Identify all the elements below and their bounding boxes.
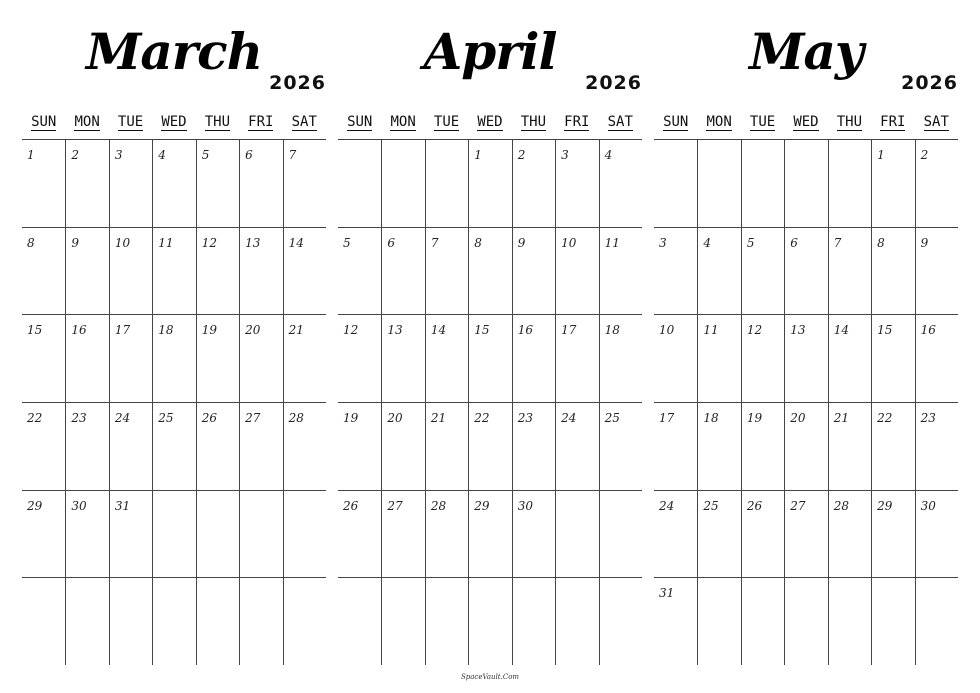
day-number: 6 <box>387 235 396 250</box>
day-cell <box>915 139 958 227</box>
day-cell <box>468 402 511 490</box>
weekday-sat: SAT <box>607 114 633 130</box>
day-cell <box>239 139 282 227</box>
day-number: 12 <box>343 323 359 338</box>
day-cell <box>828 139 871 227</box>
day-cell <box>338 577 381 665</box>
day-number: 19 <box>343 411 359 425</box>
day-cell <box>915 227 958 315</box>
day-number: 10 <box>659 323 675 338</box>
day-cell <box>599 139 642 227</box>
day-number: 7 <box>833 235 842 250</box>
day-cell <box>283 577 326 665</box>
day-cell <box>512 490 555 578</box>
day-number: 12 <box>746 323 763 338</box>
day-number: 30 <box>920 498 936 513</box>
day-number: 10 <box>561 235 577 250</box>
day-cell <box>555 402 598 490</box>
weekday-thu: THU <box>204 114 231 130</box>
month-year: 2026 <box>901 72 958 94</box>
weekday-wed: WED <box>161 114 187 130</box>
day-number: 27 <box>387 498 403 513</box>
day-cell <box>239 402 282 490</box>
day-number: 24 <box>114 411 131 425</box>
day-cell <box>555 139 598 227</box>
day-cell <box>512 227 555 315</box>
day-cell <box>65 314 108 402</box>
day-cell <box>152 139 195 227</box>
day-cell <box>283 227 326 315</box>
day-cell <box>654 402 697 490</box>
day-cell <box>784 139 827 227</box>
day-number: 20 <box>387 411 403 425</box>
day-number: 22 <box>474 411 490 425</box>
day-cell <box>697 490 740 578</box>
day-cell <box>871 490 914 578</box>
day-number: 13 <box>790 323 806 338</box>
day-cell <box>22 314 65 402</box>
day-number: 8 <box>474 235 482 250</box>
day-cell <box>741 577 784 665</box>
day-cell <box>152 402 195 490</box>
day-cell <box>741 139 784 227</box>
day-cell <box>22 139 65 227</box>
day-cell <box>741 227 784 315</box>
day-number: 17 <box>114 323 131 338</box>
day-number: 14 <box>833 323 849 338</box>
day-cell <box>196 139 239 227</box>
weekday-mon: MON <box>706 114 732 130</box>
day-cell <box>22 402 65 490</box>
day-cell <box>65 490 108 578</box>
day-cell <box>871 577 914 665</box>
day-number: 6 <box>245 148 253 162</box>
day-number: 4 <box>158 148 166 162</box>
day-number: 3 <box>659 235 667 250</box>
day-number: 3 <box>114 148 123 162</box>
weekday-fri: FRI <box>248 114 274 130</box>
day-number: 1 <box>877 148 885 162</box>
day-cell <box>425 490 468 578</box>
day-number: 2 <box>920 148 929 162</box>
day-number: 19 <box>201 323 217 338</box>
day-number: 19 <box>746 411 763 425</box>
day-number: 16 <box>920 323 936 338</box>
day-number: 26 <box>746 498 763 513</box>
day-number: 15 <box>27 323 43 338</box>
day-number: 17 <box>659 411 675 425</box>
day-cell <box>654 577 697 665</box>
day-cell <box>697 314 740 402</box>
month-title: May <box>749 22 863 81</box>
weekday-fri: FRI <box>564 114 590 130</box>
day-cell <box>109 139 152 227</box>
day-cell <box>599 314 642 402</box>
weekday-header <box>338 114 642 136</box>
day-cell <box>65 139 108 227</box>
day-cell <box>338 402 381 490</box>
day-cell <box>871 227 914 315</box>
day-number: 25 <box>604 411 620 425</box>
day-number: 29 <box>27 498 43 513</box>
day-number: 8 <box>877 235 885 250</box>
day-cell <box>381 490 424 578</box>
day-number: 11 <box>604 235 620 250</box>
day-cell <box>425 577 468 665</box>
month-may <box>654 0 958 693</box>
day-cell <box>196 490 239 578</box>
day-number: 16 <box>71 323 87 338</box>
day-number: 24 <box>659 498 675 513</box>
weekday-sat: SAT <box>291 114 317 130</box>
day-cell <box>65 577 108 665</box>
day-cell <box>109 577 152 665</box>
day-cell <box>239 227 282 315</box>
day-number: 5 <box>746 235 755 250</box>
day-number: 18 <box>158 323 174 338</box>
day-number: 21 <box>288 323 304 338</box>
day-cell <box>109 490 152 578</box>
day-number: 13 <box>387 323 403 338</box>
day-cell <box>871 139 914 227</box>
weekday-tue: TUE <box>749 114 776 130</box>
day-cell <box>425 402 468 490</box>
day-cell <box>784 402 827 490</box>
day-cell <box>555 314 598 402</box>
day-cell <box>239 577 282 665</box>
day-cell <box>152 227 195 315</box>
day-cell <box>697 577 740 665</box>
day-number: 20 <box>790 411 806 425</box>
day-cell <box>381 139 424 227</box>
day-number: 2 <box>71 148 80 162</box>
day-cell <box>425 227 468 315</box>
day-number: 15 <box>474 323 490 338</box>
day-cell <box>65 227 108 315</box>
day-number: 18 <box>604 323 620 338</box>
day-grid <box>654 139 958 665</box>
day-number: 22 <box>27 411 43 425</box>
day-number: 16 <box>517 323 533 338</box>
day-number: 5 <box>343 235 351 250</box>
day-cell <box>599 227 642 315</box>
day-cell <box>196 577 239 665</box>
day-cell <box>196 314 239 402</box>
day-cell <box>381 402 424 490</box>
day-number: 23 <box>71 411 87 425</box>
day-cell <box>555 227 598 315</box>
day-cell <box>512 314 555 402</box>
day-cell <box>741 402 784 490</box>
day-cell <box>512 139 555 227</box>
day-number: 10 <box>114 235 131 250</box>
day-cell <box>828 577 871 665</box>
day-number: 11 <box>158 235 174 250</box>
day-number: 13 <box>245 235 261 250</box>
day-cell <box>697 402 740 490</box>
weekday-mon: MON <box>74 114 100 130</box>
day-cell <box>654 490 697 578</box>
day-number: 9 <box>517 235 526 250</box>
day-cell <box>338 227 381 315</box>
day-cell <box>828 227 871 315</box>
day-number: 28 <box>430 498 447 513</box>
weekday-sun: SUN <box>663 114 689 130</box>
day-cell <box>468 314 511 402</box>
weekday-tue: TUE <box>117 114 144 130</box>
day-number: 25 <box>703 498 719 513</box>
day-number: 1 <box>474 148 482 162</box>
day-number: 4 <box>604 148 613 162</box>
day-cell <box>239 490 282 578</box>
day-cell <box>828 402 871 490</box>
day-number: 7 <box>288 148 297 162</box>
day-number: 11 <box>703 323 719 338</box>
day-number: 2 <box>517 148 526 162</box>
day-cell <box>784 314 827 402</box>
weekday-mon: MON <box>390 114 416 130</box>
day-cell <box>599 577 642 665</box>
day-number: 28 <box>288 411 304 425</box>
day-cell <box>381 577 424 665</box>
day-grid <box>338 139 642 665</box>
day-number: 8 <box>27 235 35 250</box>
day-cell <box>599 490 642 578</box>
month-march <box>22 0 326 693</box>
day-cell <box>196 227 239 315</box>
day-number: 24 <box>561 411 577 425</box>
day-cell <box>338 139 381 227</box>
day-cell <box>425 314 468 402</box>
day-cell <box>741 490 784 578</box>
day-cell <box>283 314 326 402</box>
day-cell <box>654 227 697 315</box>
day-number: 26 <box>343 498 359 513</box>
month-year: 2026 <box>269 72 326 94</box>
day-number: 18 <box>703 411 719 425</box>
day-cell <box>871 402 914 490</box>
day-number: 31 <box>114 498 131 513</box>
day-number: 31 <box>659 586 675 601</box>
day-cell <box>784 577 827 665</box>
day-number: 14 <box>430 323 447 338</box>
day-cell <box>109 314 152 402</box>
weekday-sun: SUN <box>31 114 57 130</box>
weekday-wed: WED <box>793 114 819 130</box>
month-year: 2026 <box>585 72 642 94</box>
day-cell <box>152 490 195 578</box>
day-cell <box>654 314 697 402</box>
footer-watermark: SpaceVault.Com <box>460 673 520 681</box>
weekday-fri: FRI <box>880 114 906 130</box>
weekday-header <box>22 114 326 136</box>
day-cell <box>338 314 381 402</box>
weekday-thu: THU <box>836 114 863 130</box>
day-number: 14 <box>288 235 304 250</box>
day-cell <box>555 490 598 578</box>
day-cell <box>697 227 740 315</box>
day-cell <box>915 402 958 490</box>
day-cell <box>109 227 152 315</box>
day-number: 30 <box>71 498 87 513</box>
day-number: 23 <box>517 411 533 425</box>
day-cell <box>381 314 424 402</box>
day-number: 29 <box>474 498 490 513</box>
day-cell <box>468 490 511 578</box>
day-cell <box>599 402 642 490</box>
day-number: 7 <box>430 235 439 250</box>
day-cell <box>152 314 195 402</box>
day-number: 22 <box>877 411 893 425</box>
day-cell <box>65 402 108 490</box>
day-cell <box>338 490 381 578</box>
day-cell <box>654 139 697 227</box>
day-number: 5 <box>201 148 210 162</box>
day-number: 9 <box>71 235 80 250</box>
day-cell <box>512 577 555 665</box>
day-cell <box>915 577 958 665</box>
day-cell <box>239 314 282 402</box>
day-cell <box>741 314 784 402</box>
day-number: 17 <box>561 323 577 338</box>
day-cell <box>22 490 65 578</box>
month-title: March <box>86 22 262 81</box>
day-number: 3 <box>561 148 569 162</box>
day-cell <box>784 490 827 578</box>
day-number: 21 <box>833 411 849 425</box>
day-cell <box>468 577 511 665</box>
day-number: 28 <box>833 498 849 513</box>
day-number: 25 <box>158 411 174 425</box>
weekday-thu: THU <box>520 114 547 130</box>
day-cell <box>109 402 152 490</box>
day-cell <box>196 402 239 490</box>
day-cell <box>784 227 827 315</box>
month-title: April <box>423 22 557 81</box>
weekday-header <box>654 114 958 136</box>
day-cell <box>468 227 511 315</box>
day-number: 6 <box>790 235 798 250</box>
day-cell <box>468 139 511 227</box>
day-number: 27 <box>790 498 806 513</box>
day-cell <box>425 139 468 227</box>
day-number: 9 <box>920 235 929 250</box>
day-number: 29 <box>877 498 893 513</box>
weekday-sun: SUN <box>347 114 373 130</box>
day-number: 26 <box>201 411 217 425</box>
day-number: 23 <box>920 411 936 425</box>
day-number: 27 <box>245 411 261 425</box>
weekday-wed: WED <box>477 114 503 130</box>
day-number: 21 <box>430 411 447 425</box>
day-cell <box>283 402 326 490</box>
day-grid <box>22 139 326 665</box>
day-number: 4 <box>703 235 712 250</box>
day-cell <box>828 490 871 578</box>
day-number: 12 <box>201 235 217 250</box>
day-number: 30 <box>517 498 533 513</box>
day-cell <box>22 577 65 665</box>
day-cell <box>915 490 958 578</box>
day-cell <box>915 314 958 402</box>
day-cell <box>22 227 65 315</box>
day-cell <box>828 314 871 402</box>
weekday-sat: SAT <box>923 114 949 130</box>
day-cell <box>871 314 914 402</box>
day-cell <box>381 227 424 315</box>
month-april <box>338 0 642 693</box>
day-number: 1 <box>27 148 35 162</box>
day-cell <box>697 139 740 227</box>
day-cell <box>283 490 326 578</box>
day-cell <box>512 402 555 490</box>
day-cell <box>152 577 195 665</box>
day-cell <box>283 139 326 227</box>
day-number: 15 <box>877 323 893 338</box>
day-cell <box>555 577 598 665</box>
day-number: 20 <box>245 323 261 338</box>
weekday-tue: TUE <box>433 114 460 130</box>
